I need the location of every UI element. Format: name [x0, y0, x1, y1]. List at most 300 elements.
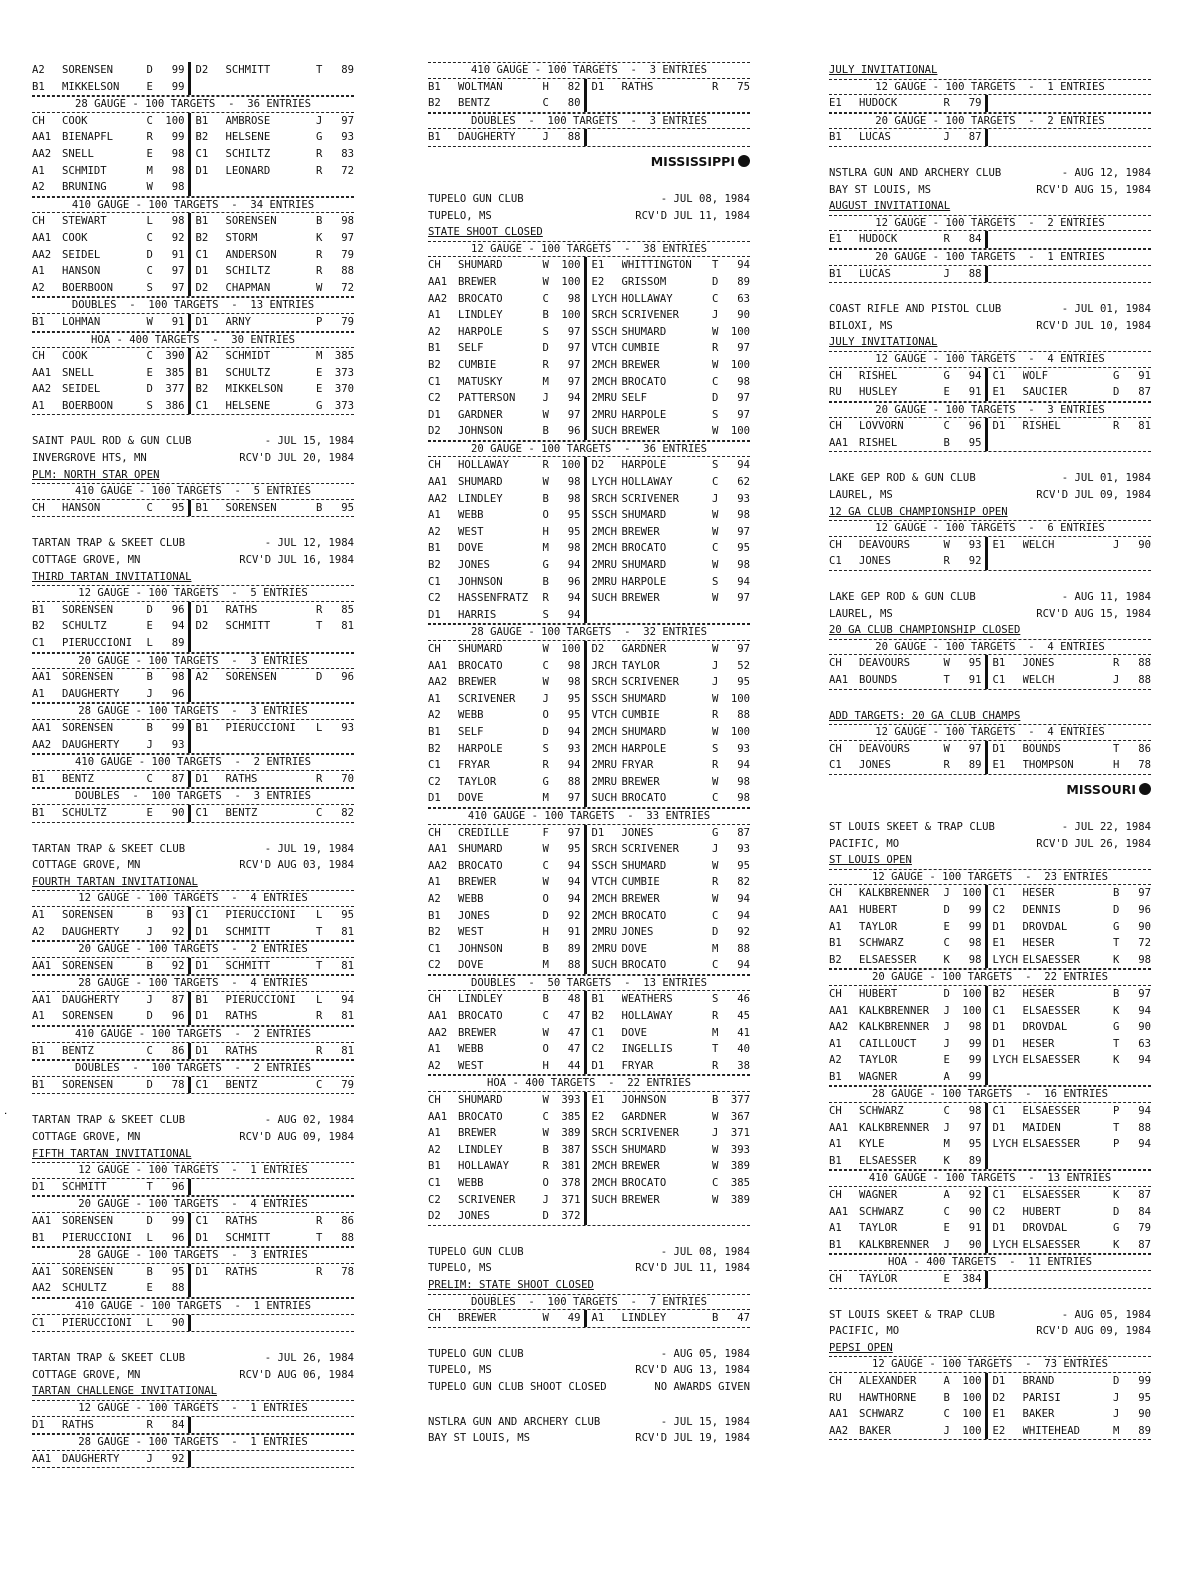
shooter-name: SCRIVENER [621, 1127, 679, 1140]
club-info-left: TARTAN TRAP & SKEET CLUB [32, 842, 186, 855]
class-code: CH [32, 114, 45, 127]
result-row [829, 935, 1151, 952]
shooter-initial: C [712, 476, 719, 489]
shooter-initial: O [542, 709, 549, 722]
class-code: 2MCH [591, 1160, 618, 1173]
shooter-initial: E [943, 1054, 950, 1067]
score: 92 [171, 1452, 185, 1465]
result-right [587, 1125, 750, 1142]
score: 385 [730, 1177, 750, 1189]
club-info-line [32, 552, 354, 569]
result-left [428, 129, 587, 146]
shooter-name: WEST [458, 525, 484, 538]
result-left [32, 669, 191, 686]
shooter-name: DAUGHERTY [62, 687, 120, 700]
class-code: B1 [829, 1154, 842, 1167]
event-header: 12 GAUGE - 100 TARGETS - 4 ENTRIES [829, 351, 1151, 368]
score: 92 [968, 1189, 982, 1202]
shooter-name: HARRIS [458, 608, 497, 621]
shooter-name: HOLLAWAY [621, 292, 673, 305]
result-row [428, 757, 750, 774]
result-row [829, 266, 1151, 284]
score: 97 [567, 325, 581, 338]
score: 93 [737, 492, 750, 505]
shooter-initial: W [712, 559, 719, 572]
club-block [829, 589, 1151, 690]
club-info-line [32, 841, 354, 858]
class-code: LYCH [992, 1138, 1019, 1151]
result-left [32, 924, 191, 941]
shooter-initial: E [146, 80, 153, 93]
result-row [428, 1175, 750, 1192]
shoot-title: 20 GA CLUB CHAMPIONSHIP CLOSED [829, 624, 1021, 637]
shooter-name: BROCATO [621, 542, 667, 555]
shooter-initial: W [542, 1094, 549, 1107]
shooter-name: BREWER [458, 275, 497, 288]
class-code: AA1 [32, 993, 52, 1006]
class-code: A2 [428, 1059, 441, 1072]
shooter-name: SORENSEN [62, 908, 114, 921]
result-right [587, 691, 750, 708]
shooter-name: HUBERT [859, 903, 898, 916]
class-code: SSCH [591, 325, 618, 338]
result-right [587, 357, 750, 374]
score: 89 [737, 275, 750, 288]
score: 96 [567, 575, 581, 588]
event-header: 410 GAUGE - 100 TARGETS - 34 ENTRIES [32, 197, 354, 214]
result-row [32, 500, 354, 518]
shooter-name: HOLLAWAY [458, 459, 510, 472]
shooter-name: LINDLEY [458, 492, 503, 505]
shooter-initial: R [542, 459, 549, 472]
shooter-name: BIENAPFL [62, 131, 114, 144]
score: 97 [567, 826, 581, 839]
result-row [32, 146, 354, 163]
result-left [32, 113, 191, 130]
shooter-initial: H [542, 1059, 549, 1072]
shooter-initial: E [943, 386, 950, 399]
club-info-right: RCV'D AUG 13, 1984 [635, 1364, 750, 1377]
score: 89 [341, 64, 354, 76]
event-header: 12 GAUGE - 100 TARGETS - 1 ENTRIES [32, 1162, 354, 1179]
class-code: A1 [32, 399, 45, 412]
shooter-name: SORENSEN [225, 215, 277, 228]
shooter-name: SCHMIDT [225, 350, 271, 363]
shooter-initial: E [316, 366, 323, 379]
shooter-initial: W [542, 643, 549, 655]
shooter-name: SORENSEN [62, 721, 114, 734]
shooter-initial: W [542, 1127, 549, 1140]
result-row [428, 1058, 750, 1076]
score: 95 [567, 509, 581, 522]
shooter-name: PIERUCCIONI [62, 1231, 133, 1244]
shooter-name: HESER [1022, 1037, 1055, 1050]
result-right [587, 340, 750, 357]
shooter-name: ELSAESSER [1022, 1138, 1080, 1151]
class-code: C1 [591, 1026, 605, 1039]
shooter-name: HOLLAWAY [621, 476, 673, 489]
result-row [32, 1417, 354, 1435]
shooter-initial: G [1113, 1021, 1120, 1034]
class-code: C1 [992, 1189, 1006, 1202]
result-left [32, 1315, 191, 1332]
score: 95 [737, 676, 750, 689]
score: 88 [968, 267, 982, 280]
club-info-right: - JUL 08, 1984 [660, 1245, 750, 1258]
result-right [587, 590, 750, 607]
score: 91 [171, 315, 185, 328]
result-left [428, 1008, 587, 1025]
score: 78 [1138, 759, 1151, 772]
class-code: AA1 [829, 1205, 849, 1218]
result-right [587, 129, 750, 146]
event-header: HOA - 400 TARGETS - 11 ENTRIES [829, 1254, 1151, 1271]
result-right [587, 423, 750, 440]
shooter-name: HELSENE [225, 399, 271, 412]
shooter-initial: W [316, 281, 323, 294]
shooter-initial: C [542, 97, 549, 110]
class-code: CH [829, 538, 842, 551]
result-left [428, 1125, 587, 1142]
shooter-initial: W [542, 408, 549, 421]
result-left [829, 1003, 988, 1020]
shooter-name: BREWER [458, 876, 497, 889]
shooter-name: PIERUCCIONI [225, 908, 296, 921]
score: 99 [968, 1070, 982, 1083]
result-row [32, 992, 354, 1009]
result-left [428, 1175, 587, 1192]
score: 90 [171, 1316, 185, 1329]
shooter-name: BREWER [621, 1193, 660, 1206]
shooter-initial: B [146, 721, 153, 734]
shoot-title: FIFTH TARTAN INVITATIONAL [32, 1147, 192, 1160]
score: 86 [171, 1044, 185, 1057]
class-code: JRCH [591, 659, 618, 672]
score: 100 [561, 643, 581, 655]
shooter-name: MIKKELSON [225, 383, 283, 396]
class-code: C1 [829, 555, 842, 568]
result-row [829, 655, 1151, 672]
shoot-title: THIRD TARTAN INVITATIONAL [32, 570, 192, 583]
shooter-name: RATHS [225, 772, 258, 785]
result-row [428, 774, 750, 791]
class-code: CH [428, 1094, 441, 1107]
shooter-name: HUBERT [1022, 1205, 1061, 1218]
club-info-line [32, 1129, 354, 1146]
result-right [587, 741, 750, 758]
result-right [988, 1423, 1151, 1440]
shooter-name: GARDNER [621, 1110, 667, 1123]
score: 98 [737, 375, 750, 388]
result-row [428, 908, 750, 925]
result-left [829, 129, 988, 146]
result-left [829, 741, 988, 758]
club-info-left: TUPELO GUN CLUB [428, 1245, 524, 1258]
result-row [829, 1187, 1151, 1204]
class-code: AA1 [829, 1121, 849, 1134]
class-code: AA2 [428, 859, 448, 872]
event-header: 28 GAUGE - 100 TARGETS - 3 ENTRIES [32, 703, 354, 720]
result-left [428, 724, 587, 741]
class-code: D1 [195, 603, 209, 616]
shooter-name: WHITEHEAD [1022, 1424, 1080, 1437]
score: 88 [737, 942, 750, 955]
result-left [428, 540, 587, 557]
result-row [829, 1120, 1151, 1137]
event-header: DOUBLES - 100 TARGETS - 3 ENTRIES [428, 113, 750, 130]
score: 99 [968, 920, 982, 933]
class-code: SSCH [591, 1143, 618, 1156]
event-header: 12 GAUGE - 100 TARGETS - 23 ENTRIES [829, 869, 1151, 886]
shooter-initial: C [146, 231, 153, 244]
class-code: D1 [992, 1021, 1006, 1034]
shooter-name: BROCATO [621, 375, 667, 388]
shooter-initial: E [146, 620, 153, 633]
shooter-initial: G [542, 775, 549, 788]
shooter-name: BENTZ [225, 1078, 258, 1091]
score: 389 [730, 1160, 750, 1173]
result-row [428, 524, 750, 541]
result-right [587, 291, 750, 308]
result-row [32, 263, 354, 280]
score: 47 [737, 1312, 750, 1325]
result-right [191, 1451, 354, 1468]
club-block [32, 841, 354, 1095]
result-row [829, 1019, 1151, 1036]
class-code: AA1 [829, 674, 849, 686]
result-left [428, 374, 587, 391]
shooter-initial: E [146, 1282, 153, 1295]
result-row [32, 1077, 354, 1095]
result-row [428, 1109, 750, 1126]
class-code: LYCH [992, 1054, 1019, 1067]
score: 81 [1138, 420, 1151, 433]
result-left [428, 340, 587, 357]
class-code: A1 [829, 920, 842, 933]
class-code: C1 [829, 759, 842, 772]
column-1 [32, 62, 354, 1468]
event-header: DOUBLES - 100 TARGETS - 7 ENTRIES [428, 1294, 750, 1311]
shooter-name: RISHEL [1022, 420, 1061, 433]
class-code: SRCH [591, 843, 618, 856]
result-right [587, 1158, 750, 1175]
result-right [587, 79, 750, 96]
result-row [829, 553, 1151, 571]
result-left [428, 590, 587, 607]
class-code: C1 [32, 637, 45, 649]
result-right [988, 902, 1151, 919]
shooter-initial: S [712, 459, 719, 472]
result-right [191, 907, 354, 924]
score: 370 [334, 383, 354, 396]
shooter-name: PIERUCCIONI [225, 721, 296, 734]
score: 84 [1138, 1205, 1151, 1218]
shooter-name: RATHS [62, 1418, 94, 1431]
shooter-name: THOMPSON [1022, 759, 1074, 772]
shooter-initial: C [712, 375, 719, 388]
club-info-right: RCV'D JUL 10, 1984 [1036, 319, 1151, 332]
class-code: SUCH [591, 425, 618, 438]
class-code: A1 [591, 1312, 605, 1325]
club-info-right: RCV'D AUG 15, 1984 [1036, 607, 1151, 620]
shooter-name: STORM [225, 231, 258, 244]
shooter-name: BREWER [621, 525, 660, 538]
shooter-initial: T [1113, 1121, 1120, 1134]
class-code: D1 [32, 1180, 45, 1193]
result-right [191, 958, 354, 975]
club-info-line [428, 1430, 750, 1447]
result-row [428, 957, 750, 975]
bullet-dot-icon [738, 155, 750, 167]
score: 88 [567, 959, 581, 972]
shooter-name: ELSAESSER [1022, 953, 1080, 966]
shooter-initial: G [943, 369, 950, 382]
shoot-title: ST LOUIS OPEN [829, 854, 912, 867]
shooter-name: SNELL [62, 147, 94, 160]
result-right [191, 1179, 354, 1196]
shooter-name: LINDLEY [458, 309, 503, 322]
shooter-name: HESER [1022, 987, 1055, 1000]
result-right [988, 1069, 1151, 1086]
score: 97 [737, 342, 750, 355]
class-code: B2 [428, 358, 441, 371]
club-info-right: - AUG 05, 1984 [660, 1347, 750, 1360]
shooter-name: WEST [458, 926, 484, 939]
result-left [32, 635, 191, 652]
shooter-initial: L [146, 637, 153, 649]
event-header: 20 GAUGE - 100 TARGETS - 36 ENTRIES [428, 441, 750, 458]
club-info-line [32, 1112, 354, 1129]
shooter-name: RATHS [225, 603, 258, 616]
class-code: AA1 [32, 959, 52, 972]
result-row [32, 1179, 354, 1197]
score: 97 [567, 375, 581, 388]
score: 90 [737, 309, 750, 322]
event-header: 28 GAUGE - 100 TARGETS - 3 ENTRIES [32, 1247, 354, 1264]
shooter-initial: R [712, 1059, 719, 1072]
shooter-name: TAYLOR [859, 1222, 898, 1235]
result-right [587, 307, 750, 324]
club-info-left: LAUREL, MS [829, 607, 893, 620]
shooter-initial: S [542, 325, 549, 338]
score: 99 [968, 1037, 982, 1050]
state-name: MISSOURI [1066, 781, 1136, 797]
shooter-initial: K [1113, 953, 1120, 966]
class-code: D1 [195, 265, 209, 278]
club-block [428, 1414, 750, 1447]
result-left [428, 257, 587, 274]
result-right [191, 1043, 354, 1060]
score: 98 [567, 476, 581, 489]
club-info-right: RCV'D JUL 09, 1984 [1036, 489, 1151, 502]
result-right [191, 365, 354, 382]
result-row [32, 381, 354, 398]
result-row [428, 874, 750, 891]
score: 95 [341, 501, 354, 514]
club-block [829, 301, 1151, 452]
result-left [829, 902, 988, 919]
club-info-line [428, 1379, 750, 1396]
shooter-name: SCRIVENER [621, 843, 679, 856]
result-left [829, 655, 988, 672]
result-left [829, 1204, 988, 1221]
score: 88 [1138, 1121, 1151, 1134]
score: 45 [737, 1010, 750, 1023]
score: 92 [567, 909, 581, 922]
score: 94 [968, 369, 982, 382]
result-left [428, 957, 587, 974]
result-row [829, 1136, 1151, 1153]
result-right [587, 757, 750, 774]
score: 100 [561, 459, 581, 472]
shooter-initial: O [542, 892, 549, 905]
result-left [428, 357, 587, 374]
result-left [32, 230, 191, 247]
score: 393 [730, 1143, 750, 1156]
result-left [32, 720, 191, 737]
shooter-initial: W [542, 259, 549, 272]
score: 88 [737, 709, 750, 722]
result-right [988, 418, 1151, 435]
class-code: D1 [992, 920, 1006, 933]
shoot-title: PEPSI OPEN [829, 1341, 893, 1354]
club-info-line [428, 1362, 750, 1379]
result-right [587, 957, 750, 974]
result-right [587, 557, 750, 574]
result-right [191, 179, 354, 196]
class-code: 2MCH [591, 375, 618, 388]
shooter-initial: C [943, 1205, 950, 1218]
score: 96 [171, 1180, 185, 1193]
class-code: C2 [428, 1193, 441, 1206]
class-code: C1 [195, 399, 209, 412]
score: 94 [737, 459, 750, 472]
class-code: B1 [32, 80, 45, 93]
class-code: AA1 [32, 1215, 52, 1227]
result-right [988, 1052, 1151, 1069]
result-row [32, 79, 354, 97]
shooter-name: BRAND [1022, 1374, 1055, 1387]
shooter-initial: D [146, 248, 153, 261]
result-row [428, 340, 750, 357]
result-row [428, 1158, 750, 1175]
club-info-line [829, 836, 1151, 853]
class-code: CH [829, 987, 842, 1000]
class-code: A2 [32, 925, 45, 938]
shooter-initial: C [542, 292, 549, 305]
result-row [32, 62, 354, 79]
club-info-left: LAUREL, MS [829, 489, 893, 502]
shooter-initial: E [146, 806, 153, 819]
result-right [587, 607, 750, 624]
score: 367 [730, 1110, 750, 1123]
club-info-right: - JUL 12, 1984 [264, 537, 354, 550]
shooter-name: RATHS [225, 1265, 258, 1278]
score: 88 [1138, 657, 1151, 670]
result-left [829, 553, 988, 570]
shoot-title: JULY INVITATIONAL [829, 336, 938, 349]
shooter-name: COOK [62, 231, 88, 244]
bullet-dot-icon [1139, 783, 1151, 795]
shooter-name: HARPOLE [621, 459, 667, 472]
shooter-name: CHAPMAN [225, 281, 271, 294]
score: 371 [730, 1127, 750, 1140]
shooter-initial: W [712, 358, 719, 371]
shooter-name: BROCATO [621, 1177, 667, 1189]
shooter-initial: C [542, 859, 549, 872]
result-left [428, 95, 587, 112]
shooter-name: ELSAESSER [859, 1154, 917, 1167]
